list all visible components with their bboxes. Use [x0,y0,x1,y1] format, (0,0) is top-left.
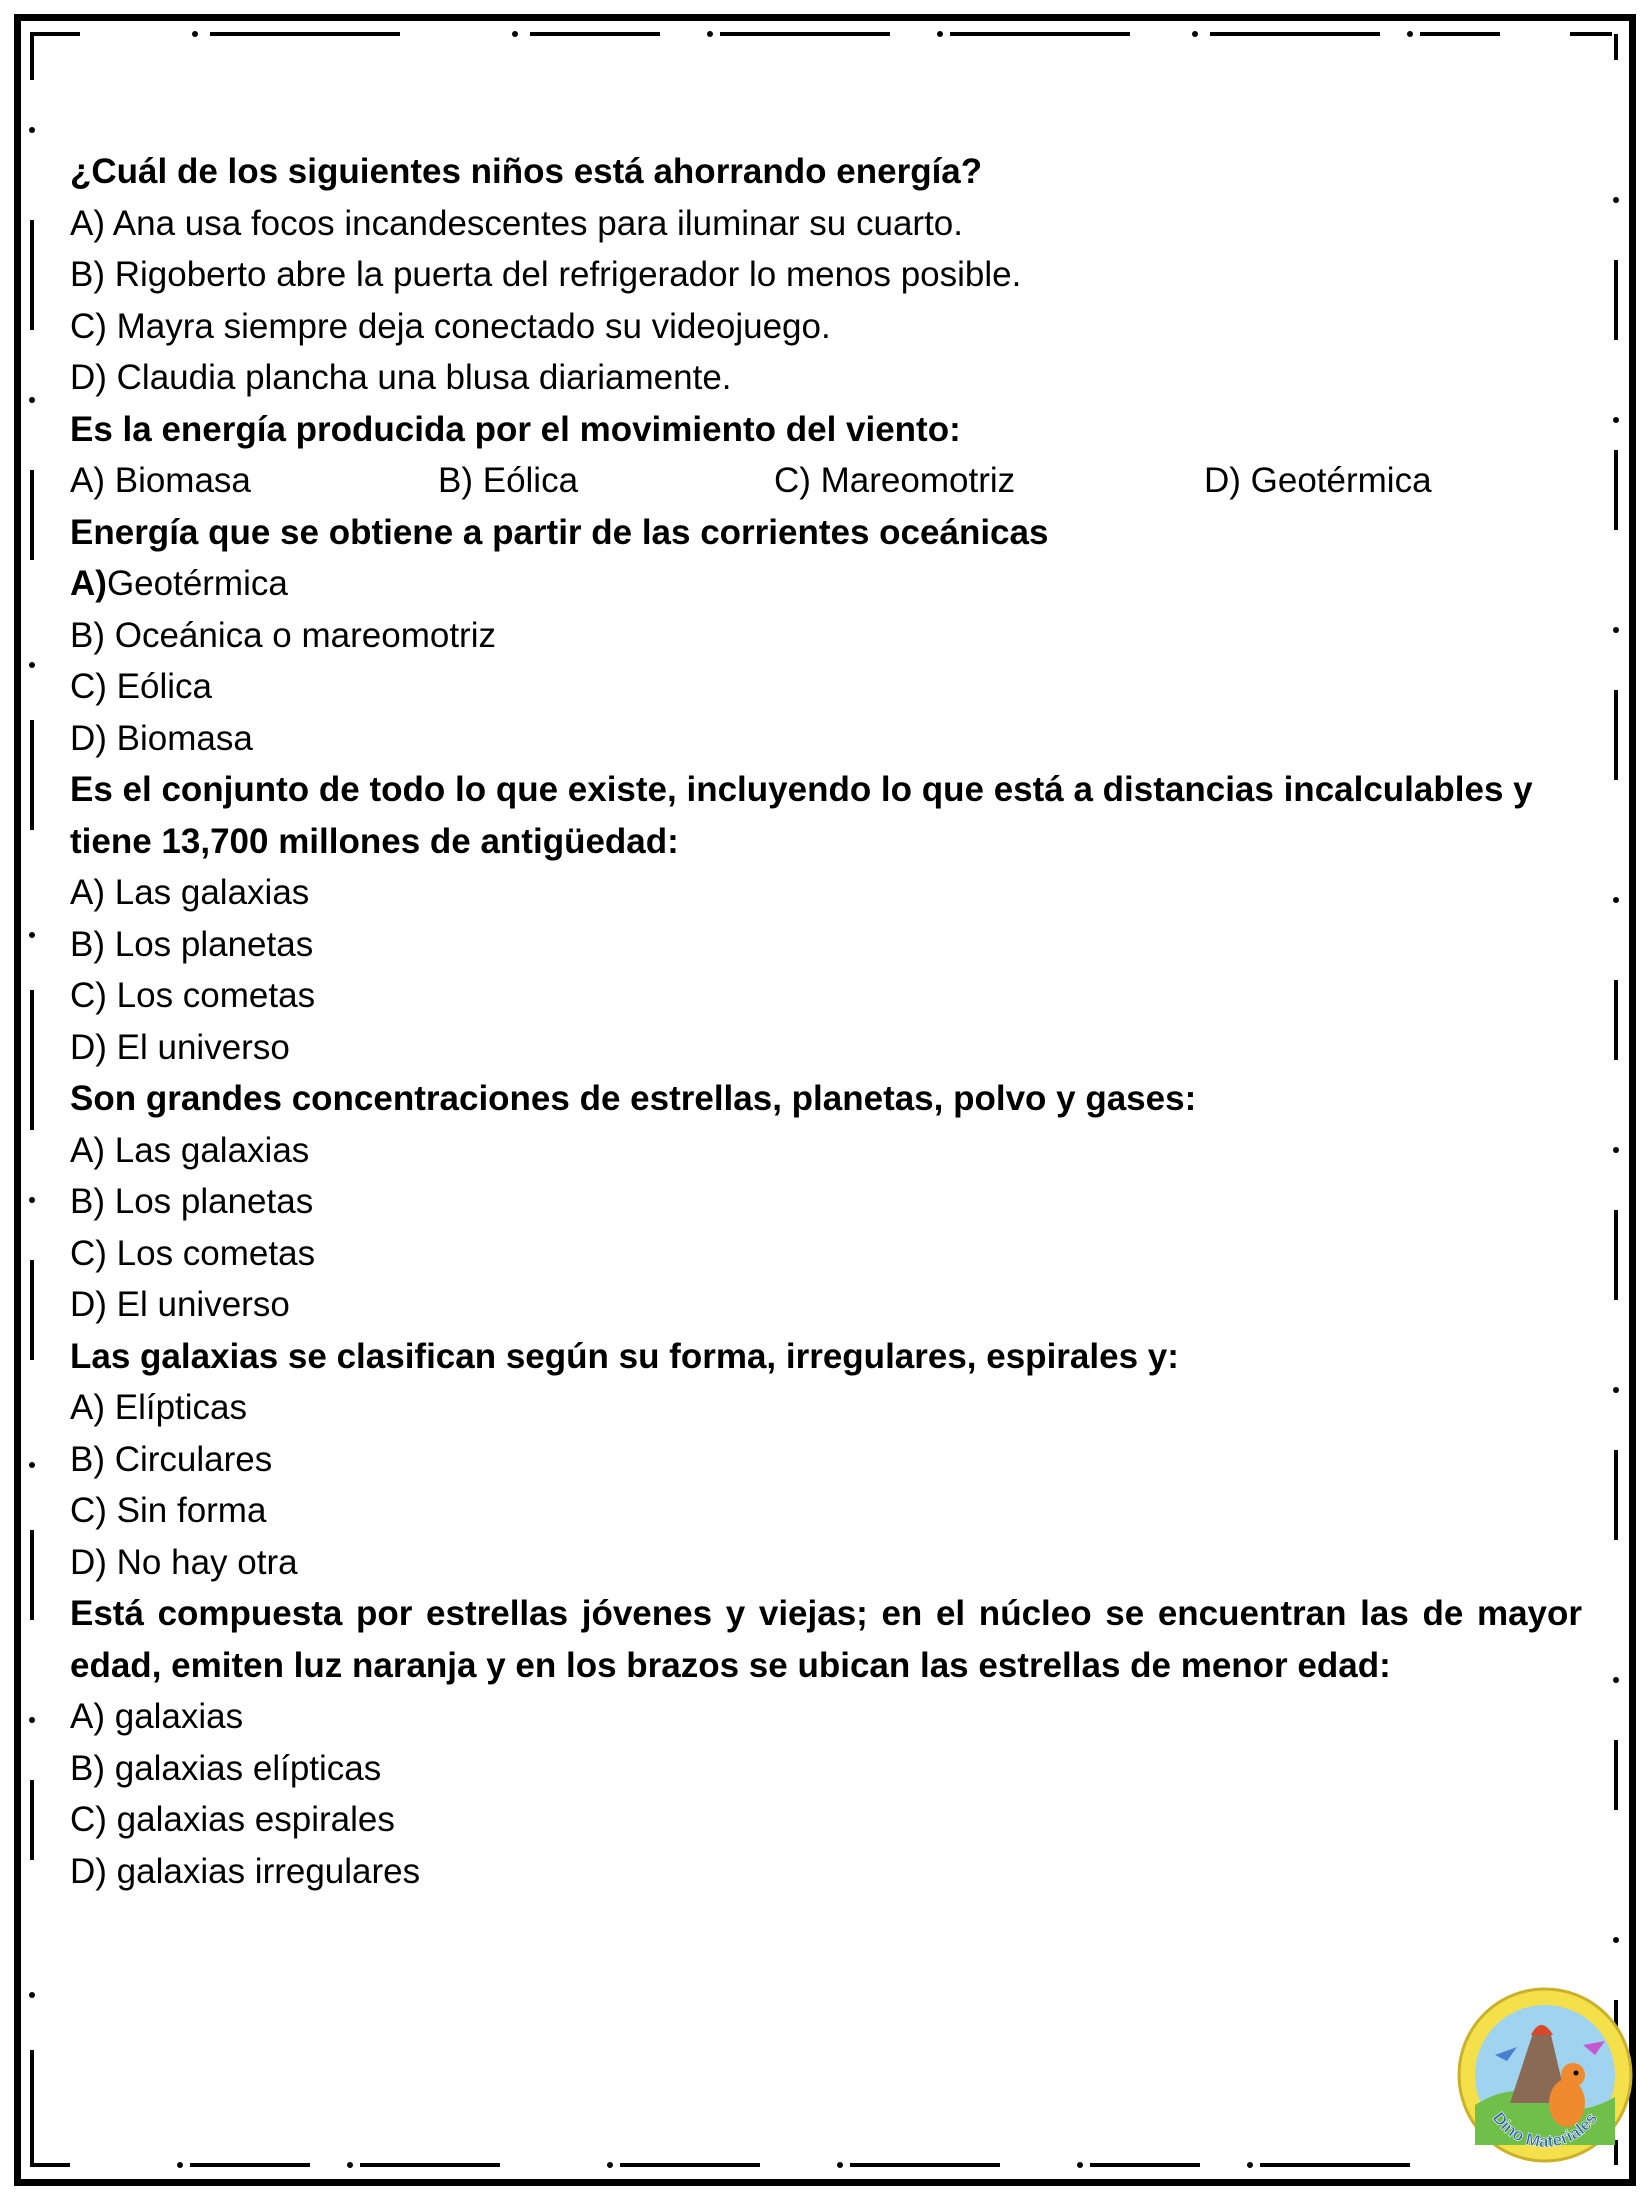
question-3-prompt: Energía que se obtiene a partir de las corrientes oceánicas [70,512,1049,552]
question-1-option-a: A) Ana usa focos incandescentes para iluminar su cuarto. [70,203,963,243]
question-3-option-a-label: A) [70,564,107,603]
question-5-option-d: D) El universo [70,1285,290,1324]
question-5-option-c: C) Los cometas [70,1233,316,1273]
question-3-option-d: D) Biomasa [70,718,253,758]
quiz-content [70,146,1582,1897]
question-2-options-row [70,455,1582,507]
question-1-option-b: B) Rigoberto abre la puerta del refrigerador lo menos posible. [70,255,1022,294]
question-6-prompt: Las galaxias se clasifican según su forma, irregulares, espirales y: [70,1336,1179,1376]
question-3-option-b: B) Oceánica o mareomotriz [70,615,496,655]
dinosaur-volcano-logo-icon [1455,1985,1635,2165]
question-6-option-a: A) Elípticas [70,1388,247,1427]
question-3-option-c: C) Eólica [70,667,212,706]
question-5-option-b: B) Los planetas [70,1182,314,1221]
question-7-option-a: A) galaxias [70,1697,244,1736]
question-2-option-a: A) Biomasa [70,461,251,500]
question-2-option-b: B) Eólica [438,461,579,500]
question-4-prompt: Es el conjunto de todo lo que existe, incluyendo lo que está a distancias incalculables y tiene 13,700 millones de antigüedad: [70,770,1533,861]
question-4-option-b: B) Los planetas [70,924,314,964]
question-7-option-c: C) galaxias espirales [70,1800,395,1839]
question-7-option-b: B) galaxias elípticas [70,1748,382,1788]
question-4-option-c: C) Los cometas [70,976,316,1015]
question-3-option-a [70,558,1582,610]
question-4-option-a: A) Las galaxias [70,873,310,912]
question-7-prompt: Está compuesta por estrellas jóvenes y viejas; en el núcleo se encuentran las de mayor edad, emiten luz naranja y en los brazos se ubican las estrellas de menor edad: [70,1594,1582,1685]
logo-text: Dino Materiales [1488,2108,1602,2152]
question-1-prompt: ¿Cuál de los siguientes niños está ahorrando energía? [70,152,983,191]
question-3-option-a-text: Geotérmica [106,564,288,603]
question-4-option-d: D) El universo [70,1027,290,1067]
question-6-option-d: D) No hay otra [70,1542,298,1582]
question-6-option-b: B) Circulares [70,1439,273,1479]
question-2-option-d: D) Geotérmica [1204,461,1432,500]
question-1-option-c: C) Mayra siempre deja conectado su videojuego. [70,306,831,346]
question-5-prompt: Son grandes concentraciones de estrellas, planetas, polvo y gases: [70,1079,1197,1118]
question-2-prompt: Es la energía producida por el movimiento del viento: [70,409,961,449]
question-5-option-a: A) Las galaxias [70,1130,310,1170]
question-1-option-d: D) Claudia plancha una blusa diariamente. [70,358,732,397]
question-7-option-d: D) galaxias irregulares [70,1851,421,1891]
question-6-option-c: C) Sin forma [70,1491,267,1530]
question-2-option-c: C) Mareomotriz [774,461,1016,500]
